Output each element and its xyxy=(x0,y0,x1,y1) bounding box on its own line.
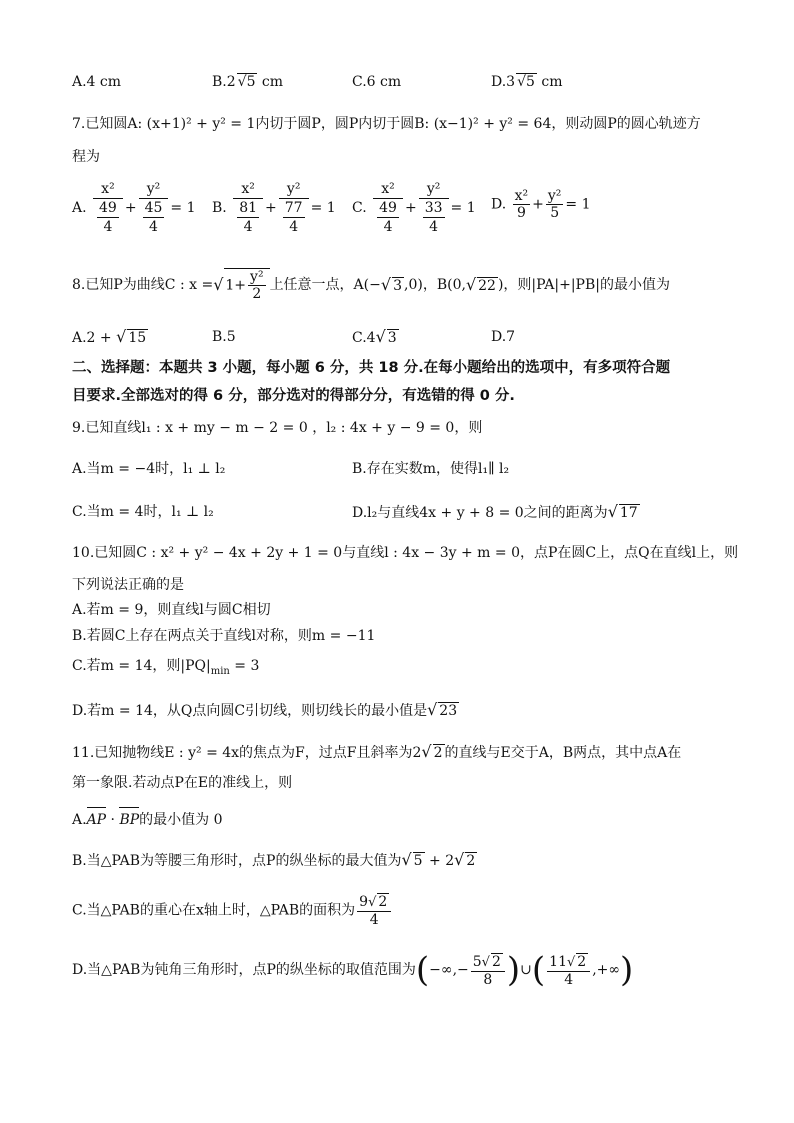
q11-stem: 11.已知抛物线E : y² = 4x的焦点为F，过点F且斜率为2√ 2 的直线与E交于A，B两点，其中点A在 xyxy=(72,742,682,761)
q9-option-b: B.存在实数m，使得l₁∥ l₂ xyxy=(352,461,510,477)
q7-stem-cont: 程为 xyxy=(72,149,100,165)
q7-option-b: B. $\frac{\text{x²}}{\frac{81}{4}}$ + $\frac{\text{y²}}{\frac{77}{4}}$ = 1 xyxy=(212,181,336,235)
q10-option-b: B.若圆C上存在两点关于直线l对称，则m = −11 xyxy=(72,628,376,644)
section-heading: 二、选择题：本题共 3 小题，每小题 6 分，共 18 分.在每小题给出的选项中，有多项符合题 xyxy=(72,360,671,376)
q7-option-d: D. $\frac{\text{x²}}{9}$ + $\frac{\text{y²}}{5}$ = 1 xyxy=(491,188,591,221)
sqrt: √5 xyxy=(517,74,535,90)
sqrt: √5 xyxy=(237,74,256,90)
q9-option-a: A.当m = −4时，l₁ ⊥ l₂ xyxy=(72,461,226,477)
q8-option-a: A.2 + √ 15 xyxy=(72,327,147,346)
section-heading-cont: 目要求.全部选对的得 6 分，部分选对的得部分分，有选错的得 0 分. xyxy=(72,388,515,404)
q7-option-c: C. $\frac{\text{x²}}{\frac{49}{4}}$ + $\frac{\text{y²}}{\frac{33}{4}}$ = 1 xyxy=(352,181,476,235)
q11-stem-cont: 第一象限.若动点P在E的准线上，则 xyxy=(72,775,293,791)
q10-stem: 10.已知圆C : x² + y² − 4x + 2y + 1 = 0与直线l : 4x − 3y + m = 0，点P在圆C上，点Q在直线l上，则 xyxy=(72,545,739,561)
q11-option-a: A.AP · BP的最小值为 0 xyxy=(72,812,223,828)
q10-option-c: C.若m = 14，则$|PQ|_{min} = 3$ xyxy=(72,658,260,677)
q10-option-d: D.若m = 14，从Q点向圆C引切线，则切线长的最小值是√ 23 xyxy=(72,700,458,719)
q10-option-a: A.若m = 9，则直线l与圆C相切 xyxy=(72,602,271,618)
q8-option-d: D.7 xyxy=(491,329,516,345)
q8-option-b: B.5 xyxy=(212,329,236,345)
q8-stem: 8.已知P为曲线C : x =√ 1+ $\frac{\text{y²}}{2}$ 上任意一点，A(−√ 3 ,0)，B(0,√ 22 )，则|PA|+|PB|的最小值为 xyxy=(72,269,670,302)
q6-option-c: C.6 cm xyxy=(352,74,402,90)
q11-option-b: B.当△PAB为等腰三角形时，点P的纵坐标的最大值为√ 5 + 2√ 2 xyxy=(72,850,476,869)
q6-option-d: D.3 √5 cm xyxy=(491,74,563,90)
q7-option-a: A. $\frac{\text{x²}}{\frac{49}{4}}$ + $\frac{\text{y²}}{\frac{45}{4}}$ = 1 xyxy=(72,181,196,235)
q11-option-c: C.当△PAB的重心在x轴上时，△PAB的面积为 $\frac{9√ 2}{4}$ xyxy=(72,893,393,928)
q11-option-d: D.当△PAB为钝角三角形时，点P的纵坐标的取值范围为(−∞,− $\frac{5√ 2}{8}$ )∪( $\frac{11√ 2}{4}$ ,+∞) xyxy=(72,950,634,990)
q9-option-d: D.l₂与直线4x + y + 8 = 0之间的距离为√ 17 xyxy=(352,502,638,521)
q7-stem: 7.已知圆A: (x+1)² + y² = 1内切于圆P，圆P内切于圆B: (x−1)² + y² = 64，则动圆P的圆心轨迹方 xyxy=(72,116,701,132)
q9-stem: 9.已知直线l₁ : x + my − m − 2 = 0 ，l₂ : 4x + y − 9 = 0，则 xyxy=(72,420,483,436)
q6-option-b: B.2 √5 cm xyxy=(212,74,284,90)
q8-option-c: C.4√ 3 xyxy=(352,327,397,346)
q9-option-c: C.当m = 4时，l₁ ⊥ l₂ xyxy=(72,504,214,520)
q10-stem-cont: 下列说法正确的是 xyxy=(72,577,184,593)
q6-option-a: A.4 cm xyxy=(72,74,122,90)
